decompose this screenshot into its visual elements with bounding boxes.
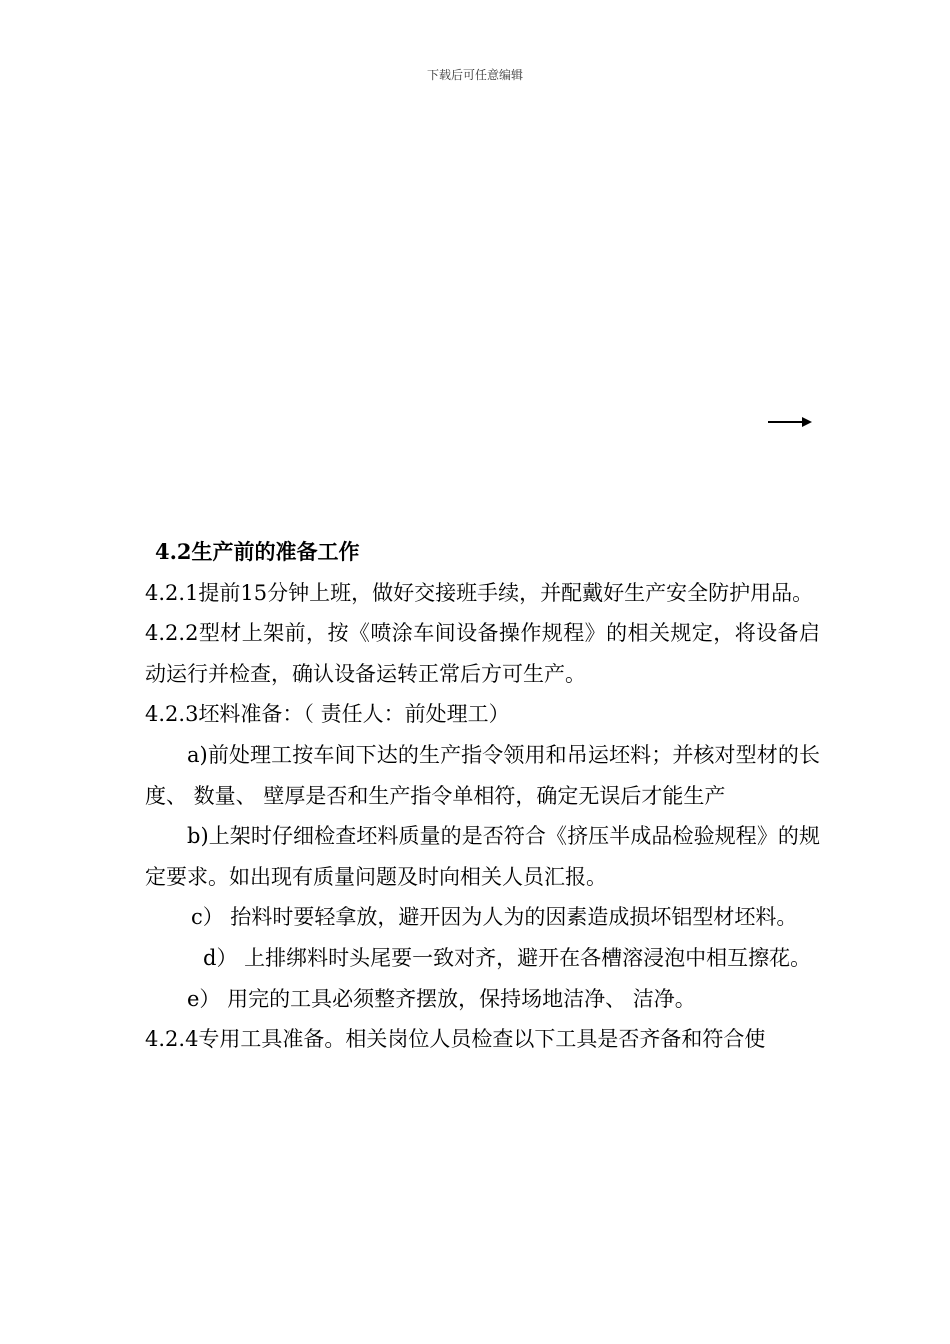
paragraph-item-c: c） 抬料时要轻拿放，避开因为人为的因素造成损坏铝型材坯料。 bbox=[191, 905, 798, 930]
paragraph-item-b: b)上架时仔细检查坯料质量的是否符合《挤压半成品检验规程》的规定要求。如出现有质量问题及时向相关人员汇报。 bbox=[145, 824, 820, 889]
paragraph-4-2-2: 4.2.2型材上架前，按《喷涂车间设备操作规程》的相关规定，将设备启动运行并检查，确认设备运转正常后方可生产。 bbox=[145, 621, 820, 686]
paragraph-4-2-4: 4.2.4专用工具准备。相关岗位人员检查以下工具是否齐备和符合使 bbox=[145, 1027, 766, 1052]
header-note: 下载后可任意编辑 bbox=[426, 68, 523, 82]
section-title: 4.2生产前的准备工作 bbox=[155, 539, 360, 564]
document-body bbox=[145, 532, 820, 1060]
paragraph-item-d: d） 上排绑料时头尾要一致对齐，避开在各槽溶浸泡中相互擦花。 bbox=[203, 945, 812, 970]
arrow-right-icon bbox=[768, 416, 812, 428]
paragraph-item-e: e） 用完的工具必须整齐摆放，保持场地洁净、 洁净。 bbox=[187, 986, 696, 1011]
paragraph-item-a: a)前处理工按车间下达的生产指令领用和吊运坯料；并核对型材的长度、 数量、 壁厚是否和生产指令单相符，确定无误后才能生产 bbox=[145, 742, 820, 808]
paragraph-4-2-3: 4.2.3坯料准备：（ 责任人：前处理工） bbox=[145, 702, 510, 727]
paragraph-4-2-1: 4.2.1提前15分钟上班，做好交接班手续，并配戴好生产安全防护用品。 bbox=[145, 580, 814, 605]
